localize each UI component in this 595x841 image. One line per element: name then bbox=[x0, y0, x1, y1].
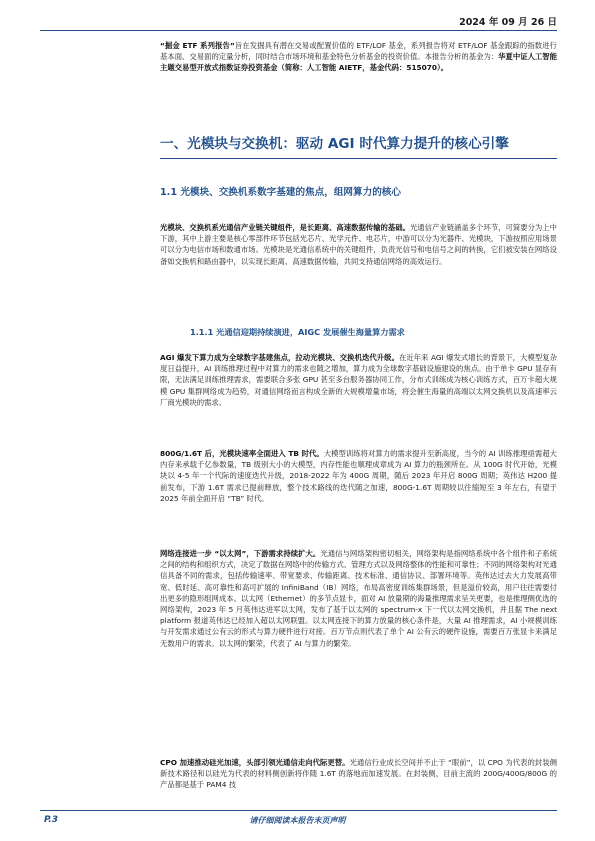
footer-divider bbox=[40, 810, 557, 811]
paragraph-text: 在近年来 AGI 爆发式增长的背景下，大模型复杂度日益提升，AI 训练推理过程中对算力的需求也随之增加，算力成为全球数字基础设施建设的焦点。由于单卡 GPU 显存有限，无法满足训练推理需求，需要联合多张 GPU 甚至多台服务器协同工作，分布式训练成为核心训练方式，百万卡超大规模 GPU 集群网络成为趋势，对通信网络而言构成全新的大规模增量市场，将会催生海量的高端以太网交换机以及高速率云厂商光模块的需求。 bbox=[160, 353, 557, 407]
paragraph-lead: CPO 加速推动硅光加速，头部引领光通信走向代际更替。 bbox=[160, 758, 350, 767]
paragraph-lead: 网络连接进一步 “以太网”，下游需求持续扩大。 bbox=[160, 549, 321, 558]
report-date: 2024 年 09 月 26 日 bbox=[459, 17, 557, 28]
section-heading-1-1-1: 1.1.1 光通信迎期持续演进，AIGC 发展催生海量算力需求 bbox=[190, 327, 405, 337]
paragraph-text: 大模型训练将对算力的需求提升至新高度，当今的 AI 训练推理亟需超大内存来承载千亿参数量，TB 级别大小的大模型，内存性能也顺理成章成为 AI 算力的瓶颈所在。从 100G 时代开始，光模块以 4-5 年一个代际的速度迭代升级，2018-2022 年为 400G 周期，随后 2023 年开启 800G 周期；英伟达 H200 提前发布，下游 1.6T 需求已提前释放，整个技术路线的迭代随之加速，800G-1.6T 周期较以往缩短至 3 年左右，有望于 2025 年前全面开启 “TB” 时代。 bbox=[160, 449, 558, 503]
header-divider bbox=[40, 30, 557, 31]
intro-text: 旨在发掘具有潜在交易或配置价值的 ETF/LOF 基金，系列报告将对 ETF/LOF 基金跟踪的指数进行基本面、交易面的定量分析，同时结合市场环境和基金特色分析基金的投资价值。本报告分析的基金为： bbox=[160, 41, 558, 62]
paragraph-agi-demand bbox=[160, 352, 557, 408]
footer-disclaimer: 请仔细阅读本报告末页声明 bbox=[249, 816, 346, 825]
paragraph-optical-modules bbox=[160, 222, 557, 267]
intro-fund: 华夏中证人工智能主题交易型开放式指数证券投资基金（简称：人工智能 AIETF，基金代码：515070）。 bbox=[160, 52, 557, 73]
paragraph-lead: AGI 爆发下算力成为全球数字基建焦点，拉动光模块、交换机迭代升级。 bbox=[160, 353, 399, 362]
section-heading-1-1: 1.1 光模块、交换机系数字基建的焦点，组网算力的核心 bbox=[160, 187, 401, 198]
intro-paragraph bbox=[160, 40, 557, 74]
paragraph-ethernet bbox=[160, 548, 557, 649]
section-heading-1: 一、光模块与交换机：驱动 AGI 时代算力提升的核心引擎 bbox=[160, 136, 509, 152]
paragraph-text: 光通信行业成长空间并不止于 “眼前”，以 CPO 为代表的封装侧新技术路径和以硅光为代表的材料侧创新将伴随 1.6T 的落地而加速发展。在封装侧，目前主流的 200G/400G/800G 的产品都是基于 PAM4 技 bbox=[160, 758, 557, 790]
paragraph-cpo bbox=[160, 757, 557, 791]
paragraph-tb-era bbox=[160, 448, 557, 504]
section-divider bbox=[160, 158, 557, 159]
paragraph-lead: 800G/1.6T 后，光模块速率全面进入 TB 时代。 bbox=[160, 449, 324, 458]
page-number: P.3 bbox=[44, 815, 58, 825]
paragraph-text: 光通信与网络架构密切相关，网络架构是指网络系统中各个组件和子系统之间的结构和组织方式，决定了数据在网络中的传输方式、管理方式以及网络整体的性能和可靠性；不同的网络架构对光通信具备不同的需求，包括传输速率、带宽要求、传输距离、技术标准、通信协议、部署环境等。英伟达过去大力发展高带宽、低时延、高可靠性和高可扩展的 InfiniBand（IB）网络，布局高密度训练集群场景，但是溢价较高，用户往往需要付出更多的隐形组网成本。以太网（Ethernet）的多节点显卡，面对 AI 放量期的海量推理需求呈关更要，也是推理侧优选的网络架构，2023 年 5 月英伟达进军以太网，发布了基于以太网的 spectrum-x 下一代以太网交换机，并且据 The next platform 报道英伟达已经加入超以太网联盟。以太网连接下的算力放量的核心条件是，大量 AI 推理需求，AI 小规模训练与开发需求通过公有云的形式与算力硬件进行对接。百万节点则代表了单个 AI 公有云的硬件设施，需要百万张显卡来满足无数用户的需求。以太网的繁荣，代表了 AI 与算力的繁荣。 bbox=[160, 549, 557, 648]
intro-lead: “掘金 ETF 系列报告” bbox=[160, 41, 235, 50]
paragraph-lead: 光模块、交换机系光通信产业链关键组件，是长距离、高速数据传输的基础。 bbox=[160, 223, 410, 232]
paragraph-text: 光通信产业链涵盖多个环节，可简要分为上中下游，其中上游主要是核心零部件环节包括光芯片、光学元件、电芯片，中游可以分为光器件、光模块，下游按照应用场景可以分为电信市场和数通市场。光模块是光通信系统中的关键组件，负责光信号和电信号之间的转换，它们被安装在网络设备如交换机和路由器中，以实现长距离、高速数据传输，共同支持通信网络的高效运行。 bbox=[160, 223, 557, 266]
